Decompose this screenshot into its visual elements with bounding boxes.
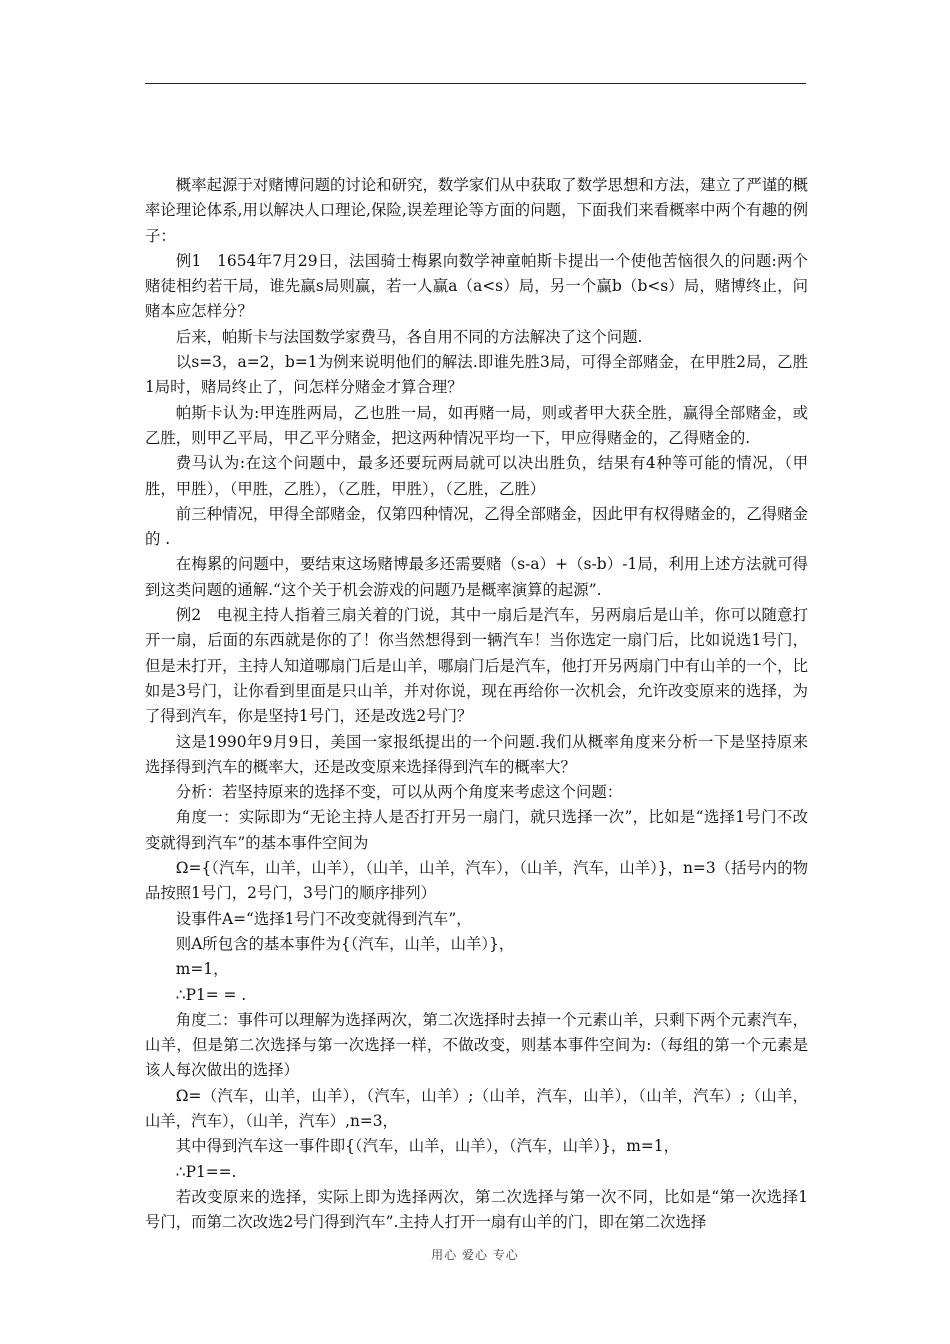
paragraph: 后来，帕斯卡与法国数学家费马，各自用不同的方法解决了这个问题.	[175, 327, 643, 346]
document-body	[145, 173, 808, 1235]
paragraph: 设事件A=“选择1号门不改变就得到汽车”，	[175, 909, 472, 928]
paragraph-formula: ∴P1==.	[175, 1162, 237, 1181]
paragraph: 其中得到汽车这一事件即{（汽车，山羊，山羊），（汽车，山羊）}，m=1，	[175, 1137, 679, 1156]
paragraph-angle-1: 角度一：实际即为“无论主持人是否打开另一扇门，就只选择一次”，比如是“选择1号门不改变就得到汽车”的基本事件空间为	[145, 808, 808, 852]
paragraph-analysis: 分析：若坚持原来的选择不变，可以从两个角度来考虑这个问题：	[175, 783, 623, 802]
paragraph-angle-2: 角度二：事件可以理解为选择两次，第二次选择时去掉一个元素山羊，只剩下两个元素汽车，山羊，但是第二次选择与第一次选择一样，不做改变，则基本事件空间为:（每组的第一个元素是该人每次做出的选择）	[145, 1010, 808, 1080]
paragraph-formula: ∴P1= = .	[175, 985, 247, 1004]
paragraph-example-1: 例1 1654年7月29日，法国骑士梅累向数学神童帕斯卡提出一个使他苦恼很久的问题:两个赌徒相约若干局，谁先赢s局则赢，若一人赢a（a<s）局，另一个赢b（b<s）局，赌博终止，问赌本应怎样分？	[145, 251, 808, 321]
paragraph-example-2: 例2 电视主持人指着三扇关着的门说，其中一扇后是汽车，另两扇后是山羊，你可以随意打开一扇，后面的东西就是你的了！你当然想得到一辆汽车！当你选定一扇门后，比如说选1号门，但是未打开，主持人知道哪扇门后是山羊，哪扇门后是汽车，他打开另两扇门中有山羊的一个，比如是3号门，让你看到里面是只山羊，并对你说，现在再给你一次机会，允许改变原来的选择，为了得到汽车，你是坚持1号门，还是改选2号门？	[145, 606, 808, 726]
paragraph: 以s=3，a=2，b=1为例来说明他们的解法.即谁先胜3局，可得全部赌金，在甲胜2局，乙胜1局时，赌局终止了，问怎样分赌金才算合理？	[145, 353, 808, 397]
paragraph-sample-space: Ω=（汽车，山羊，山羊），（汽车，山羊）;（山羊，汽车，山羊），（山羊，汽车）;（山羊，山羊，汽车），（山羊，汽车）,n=3，	[145, 1086, 808, 1130]
paragraph: 这是1990年9月9日，美国一家报纸提出的一个问题.我们从概率角度来分析一下是坚持原来选择得到汽车的概率大，还是改变原来选择得到汽车的概率大？	[145, 732, 808, 776]
paragraph: 则A所包含的基本事件为{（汽车，山羊，山羊）}，	[175, 934, 515, 953]
header-rule	[145, 83, 806, 84]
paragraph: 帕斯卡认为:甲连胜两局，乙也胜一局，如再赌一局，则或者甲大获全胜，赢得全部赌金，或乙胜，则甲乙平局，甲乙平分赌金，把这两种情况平均一下，甲应得赌金的，乙得赌金的.	[145, 403, 808, 447]
paragraph: 在梅累的问题中，要结束这场赌博最多还需要赌（s-a）+（s-b）-1局，利用上述方法就可得到这类问题的通解.“这个关于机会游戏的问题乃是概率演算的起源”.	[145, 555, 808, 599]
paragraph: 若改变原来的选择，实际上即为选择两次，第二次选择与第一次不同，比如是“第一次选择1号门，而第二次改选2号门得到汽车”.主持人打开一扇有山羊的门，即在第二次选择	[145, 1187, 808, 1232]
paragraph-intro: 概率起源于对赌博问题的讨论和研究，数学家们从中获取了数学思想和方法，建立了严谨的概率论理论体系,用以解决人口理论,保险,误差理论等方面的问题，下面我们来看概率中两个有趣的例子：	[145, 176, 808, 245]
paragraph: 前三种情况，甲得全部赌金，仅第四种情况，乙得全部赌金，因此甲有权得赌金的，乙得赌金的 .	[145, 504, 808, 549]
paragraph: 费马认为:在这个问题中，最多还要玩两局就可以决出胜负，结果有4种等可能的情况，（甲胜，甲胜），（甲胜，乙胜），（乙胜，甲胜），（乙胜，乙胜）	[145, 454, 808, 498]
page-footer: 用心 爱心 专心	[431, 1248, 519, 1262]
paragraph: m=1，	[175, 960, 229, 979]
paragraph-sample-space: Ω={（汽车，山羊，山羊），（山羊，山羊，汽车），（山羊，汽车，山羊）}，n=3（括号内的物品按照1号门，2号门，3号门的顺序排列）	[145, 859, 808, 903]
